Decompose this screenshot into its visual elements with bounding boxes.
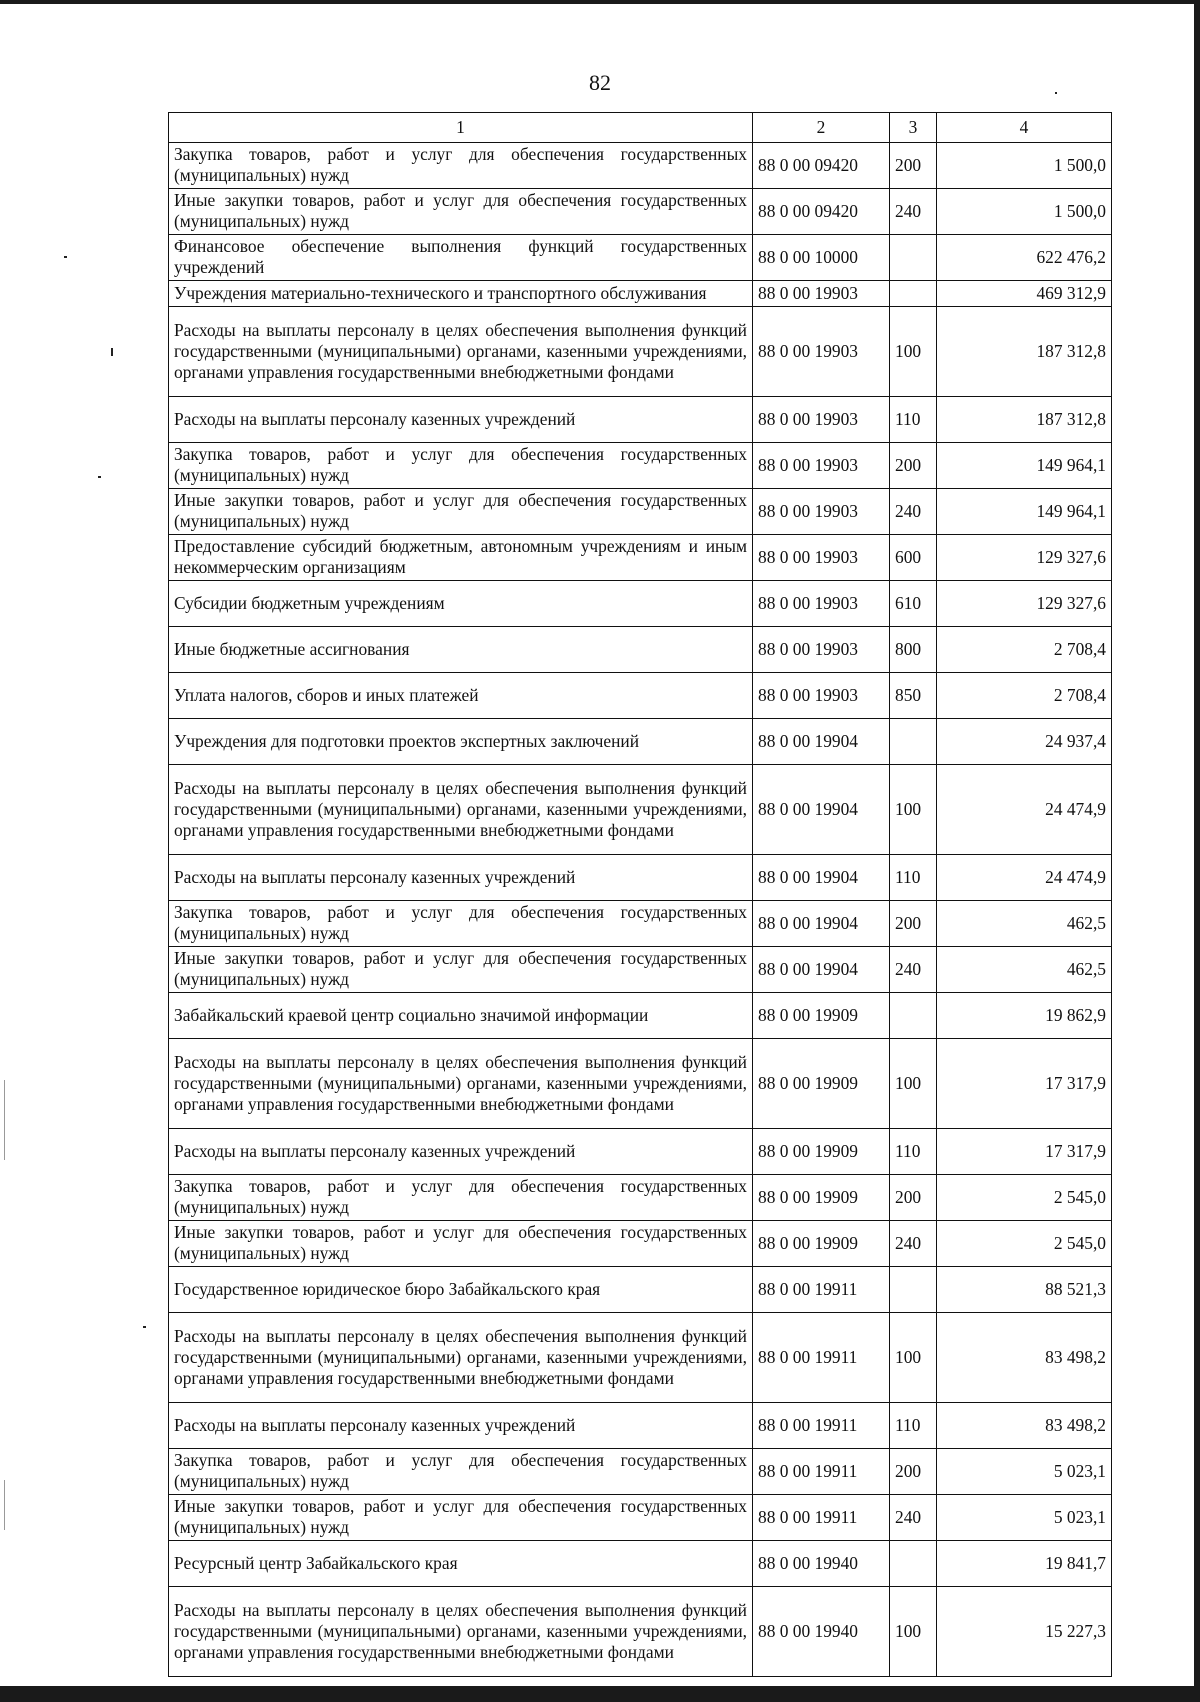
row-code: 88 0 00 19911	[753, 1495, 890, 1541]
table-row	[169, 1449, 1112, 1495]
row-name: Уплата налогов, сборов и иных платежей	[169, 673, 753, 719]
row-name: Расходы на выплаты персоналу казенных учреждений	[169, 855, 753, 901]
row-type: 200	[890, 143, 937, 189]
row-name: Иные закупки товаров, работ и услуг для обеспечения государственных (муниципальных) нужд	[169, 947, 753, 993]
column-header: 4	[937, 113, 1112, 143]
row-amount: 24 474,9	[937, 765, 1112, 855]
row-type: 800	[890, 627, 937, 673]
table-row	[169, 581, 1112, 627]
table-row	[169, 1175, 1112, 1221]
row-name: Расходы на выплаты персоналу казенных учреждений	[169, 1403, 753, 1449]
row-type	[890, 1541, 937, 1587]
scan-mark	[4, 1480, 5, 1530]
row-name: Иные закупки товаров, работ и услуг для обеспечения государственных (муниципальных) нужд	[169, 1221, 753, 1267]
row-code: 88 0 00 19940	[753, 1541, 890, 1587]
row-name: Иные закупки товаров, работ и услуг для обеспечения государственных (муниципальных) нужд	[169, 489, 753, 535]
table-row	[169, 189, 1112, 235]
table-header-row	[169, 113, 1112, 143]
row-type	[890, 1267, 937, 1313]
row-amount: 15 227,3	[937, 1587, 1112, 1677]
row-amount: 462,5	[937, 947, 1112, 993]
row-type: 240	[890, 947, 937, 993]
table-row	[169, 281, 1112, 307]
scan-edge-right	[1194, 0, 1200, 1702]
row-name: Расходы на выплаты персоналу казенных учреждений	[169, 1129, 753, 1175]
row-amount: 88 521,3	[937, 1267, 1112, 1313]
scan-mark	[143, 1326, 146, 1328]
row-name: Расходы на выплаты персоналу в целях обеспечения выполнения функций государственными (муниципальными) органами, казенными учреждениями, органами управления государственными внебюджетными фондами	[169, 1313, 753, 1403]
row-amount: 2 708,4	[937, 627, 1112, 673]
table-row	[169, 1587, 1112, 1677]
table-row	[169, 1221, 1112, 1267]
row-type: 850	[890, 673, 937, 719]
row-amount: 5 023,1	[937, 1449, 1112, 1495]
row-name: Закупка товаров, работ и услуг для обеспечения государственных (муниципальных) нужд	[169, 1449, 753, 1495]
row-code: 88 0 00 19904	[753, 855, 890, 901]
row-amount: 17 317,9	[937, 1039, 1112, 1129]
row-type: 110	[890, 397, 937, 443]
scan-mark	[111, 348, 113, 356]
row-name: Ресурсный центр Забайкальского края	[169, 1541, 753, 1587]
row-name: Субсидии бюджетным учреждениям	[169, 581, 753, 627]
scan-edge-bottom	[0, 1686, 1200, 1702]
table-row	[169, 1403, 1112, 1449]
row-code: 88 0 00 19909	[753, 1175, 890, 1221]
row-name: Учреждения для подготовки проектов экспертных заключений	[169, 719, 753, 765]
row-type: 100	[890, 1587, 937, 1677]
row-amount: 2 708,4	[937, 673, 1112, 719]
row-name: Расходы на выплаты персоналу в целях обеспечения выполнения функций государственными (муниципальными) органами, казенными учреждениями, органами управления государственными внебюджетными фондами	[169, 765, 753, 855]
row-code: 88 0 00 19911	[753, 1267, 890, 1313]
row-amount: 5 023,1	[937, 1495, 1112, 1541]
row-name: Иные закупки товаров, работ и услуг для обеспечения государственных (муниципальных) нужд	[169, 189, 753, 235]
row-name: Финансовое обеспечение выполнения функций государственных учреждений	[169, 235, 753, 281]
row-amount: 19 862,9	[937, 993, 1112, 1039]
row-name: Предоставление субсидий бюджетным, автономным учреждениям и иным некоммерческим организациям	[169, 535, 753, 581]
row-code: 88 0 00 19904	[753, 765, 890, 855]
table-row	[169, 993, 1112, 1039]
row-amount: 2 545,0	[937, 1175, 1112, 1221]
table-row	[169, 673, 1112, 719]
row-amount: 187 312,8	[937, 397, 1112, 443]
scan-edge-top	[0, 0, 1200, 4]
row-code: 88 0 00 19903	[753, 307, 890, 397]
table-row	[169, 1495, 1112, 1541]
table-row	[169, 489, 1112, 535]
scan-mark	[64, 256, 67, 258]
row-name: Расходы на выплаты персоналу в целях обеспечения выполнения функций государственными (муниципальными) органами, казенными учреждениями, органами управления государственными внебюджетными фондами	[169, 307, 753, 397]
row-name: Закупка товаров, работ и услуг для обеспечения государственных (муниципальных) нужд	[169, 443, 753, 489]
budget-table	[168, 112, 1112, 1677]
table-row	[169, 1129, 1112, 1175]
row-code: 88 0 00 19940	[753, 1587, 890, 1677]
row-type: 600	[890, 535, 937, 581]
row-code: 88 0 00 19904	[753, 719, 890, 765]
row-name: Государственное юридическое бюро Забайкальского края	[169, 1267, 753, 1313]
row-amount: 2 545,0	[937, 1221, 1112, 1267]
row-amount: 187 312,8	[937, 307, 1112, 397]
row-code: 88 0 00 19911	[753, 1449, 890, 1495]
row-code: 88 0 00 19904	[753, 901, 890, 947]
row-type: 100	[890, 1039, 937, 1129]
table-row	[169, 1541, 1112, 1587]
row-code: 88 0 00 19903	[753, 627, 890, 673]
table-row	[169, 143, 1112, 189]
row-amount: 19 841,7	[937, 1541, 1112, 1587]
row-code: 88 0 00 19909	[753, 1221, 890, 1267]
row-code: 88 0 00 09420	[753, 189, 890, 235]
row-type: 240	[890, 189, 937, 235]
row-name: Иные бюджетные ассигнования	[169, 627, 753, 673]
row-type	[890, 281, 937, 307]
row-type: 100	[890, 307, 937, 397]
row-code: 88 0 00 19909	[753, 993, 890, 1039]
row-name: Закупка товаров, работ и услуг для обеспечения государственных (муниципальных) нужд	[169, 1175, 753, 1221]
row-amount: 1 500,0	[937, 143, 1112, 189]
row-type: 100	[890, 765, 937, 855]
row-code: 88 0 00 19911	[753, 1403, 890, 1449]
row-name: Иные закупки товаров, работ и услуг для обеспечения государственных (муниципальных) нужд	[169, 1495, 753, 1541]
scan-mark	[98, 476, 101, 478]
row-amount: 83 498,2	[937, 1403, 1112, 1449]
row-code: 88 0 00 09420	[753, 143, 890, 189]
table-row	[169, 947, 1112, 993]
table-row	[169, 1267, 1112, 1313]
row-type	[890, 993, 937, 1039]
table-row	[169, 719, 1112, 765]
scan-mark	[4, 1080, 5, 1160]
row-code: 88 0 00 19903	[753, 489, 890, 535]
row-code: 88 0 00 19903	[753, 673, 890, 719]
row-name: Закупка товаров, работ и услуг для обеспечения государственных (муниципальных) нужд	[169, 901, 753, 947]
table-row	[169, 307, 1112, 397]
table-row	[169, 535, 1112, 581]
row-amount: 129 327,6	[937, 535, 1112, 581]
row-type	[890, 235, 937, 281]
row-name: Закупка товаров, работ и услуг для обеспечения государственных (муниципальных) нужд	[169, 143, 753, 189]
row-type: 200	[890, 1175, 937, 1221]
row-name: Учреждения материально-технического и транспортного обслуживания	[169, 281, 753, 307]
row-amount: 149 964,1	[937, 489, 1112, 535]
table-row	[169, 235, 1112, 281]
row-type: 110	[890, 855, 937, 901]
row-code: 88 0 00 19904	[753, 947, 890, 993]
row-code: 88 0 00 19903	[753, 397, 890, 443]
row-amount: 24 937,4	[937, 719, 1112, 765]
row-code: 88 0 00 19903	[753, 581, 890, 627]
row-amount: 1 500,0	[937, 189, 1112, 235]
row-type: 240	[890, 489, 937, 535]
row-type: 110	[890, 1129, 937, 1175]
row-type: 610	[890, 581, 937, 627]
table-row	[169, 397, 1112, 443]
row-type: 110	[890, 1403, 937, 1449]
row-type: 200	[890, 901, 937, 947]
row-amount: 149 964,1	[937, 443, 1112, 489]
row-amount: 24 474,9	[937, 855, 1112, 901]
row-code: 88 0 00 10000	[753, 235, 890, 281]
table-row	[169, 855, 1112, 901]
row-name: Расходы на выплаты персоналу в целях обеспечения выполнения функций государственными (муниципальными) органами, казенными учреждениями, органами управления государственными внебюджетными фондами	[169, 1039, 753, 1129]
page-number: 82	[589, 70, 611, 95]
row-amount: 83 498,2	[937, 1313, 1112, 1403]
row-name: Забайкальский краевой центр социально значимой информации	[169, 993, 753, 1039]
row-code: 88 0 00 19903	[753, 535, 890, 581]
row-type: 200	[890, 1449, 937, 1495]
row-type: 240	[890, 1221, 937, 1267]
table-row	[169, 443, 1112, 489]
table-row	[169, 901, 1112, 947]
table-row	[169, 627, 1112, 673]
row-code: 88 0 00 19903	[753, 281, 890, 307]
row-type	[890, 719, 937, 765]
row-type: 240	[890, 1495, 937, 1541]
column-header: 2	[753, 113, 890, 143]
row-code: 88 0 00 19911	[753, 1313, 890, 1403]
column-header: 1	[169, 113, 753, 143]
row-name: Расходы на выплаты персоналу в целях обеспечения выполнения функций государственными (муниципальными) органами, казенными учреждениями, органами управления государственными внебюджетными фондами	[169, 1587, 753, 1677]
row-amount: 462,5	[937, 901, 1112, 947]
row-type: 200	[890, 443, 937, 489]
row-code: 88 0 00 19909	[753, 1039, 890, 1129]
row-type: 100	[890, 1313, 937, 1403]
row-amount: 622 476,2	[937, 235, 1112, 281]
row-amount: 129 327,6	[937, 581, 1112, 627]
row-code: 88 0 00 19909	[753, 1129, 890, 1175]
table-row	[169, 1313, 1112, 1403]
row-amount: 17 317,9	[937, 1129, 1112, 1175]
table-row	[169, 1039, 1112, 1129]
column-header: 3	[890, 113, 937, 143]
row-amount: 469 312,9	[937, 281, 1112, 307]
row-name: Расходы на выплаты персоналу казенных учреждений	[169, 397, 753, 443]
row-code: 88 0 00 19903	[753, 443, 890, 489]
table-row	[169, 765, 1112, 855]
